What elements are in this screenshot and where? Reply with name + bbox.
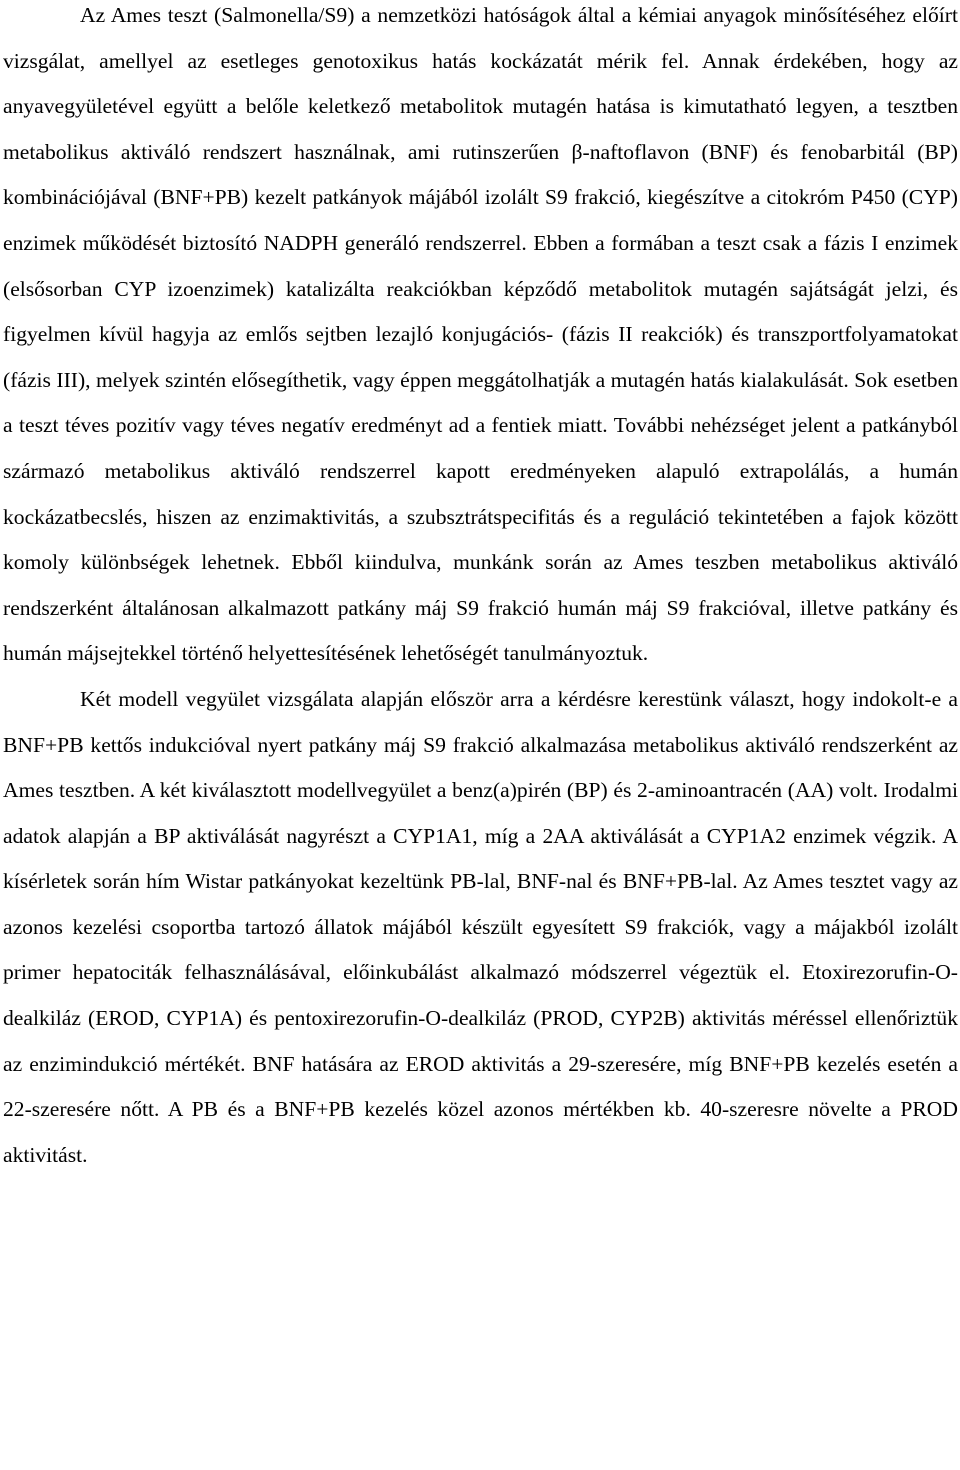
paragraph-ames-test-intro: Az Ames teszt (Salmonella/S9) a nemzetközi hatóságok által a kémiai anyagok minősítéséhez előírt vizsgálat, amellyel az esetleges genotoxikus hatás kockázatát mérik fel. Annak érdekében, hogy az anyavegyületével együtt a belőle keletkező metabolitok mutagén hatása is kimutatható legyen, a tesztben metabolikus aktiváló rendszert használnak, ami rutinszerűen β-naftoflavon (BNF) és fenobarbitál (BP) kombinációjával (BNF+PB) kezelt patkányok májából izolált S9 frakció, kiegészítve a citokróm P450 (CYP) enzimek működését biztosító NADPH generáló rendszerrel. Ebben a formában a teszt csak a fázis I enzimek (elsősorban CYP izoenzimek) katalizálta reakciókban képződő metabolitok mutagén sajátságát jelzi, és figyelmen kívül hagyja az emlős sejtben lezajló konjugációs- (fázis II reakciók) és transzportfolyamatokat (fázis III), melyek szintén elősegíthetik, vagy éppen meggátolhatják a mutagén hatás kialakulását. Sok esetben a teszt téves pozitív vagy téves negatív eredményt ad a fentiek miatt. További nehézséget jelent a patkányból származó metabolikus aktiváló rendszerrel kapott eredményeken alapuló extrapolálás, a humán kockázatbecslés, hiszen az enzimaktivitás, a szubsztrátspecifitás és a reguláció tekintetében a fajok között komoly különbségek lehetnek. Ebből kiindulva, munkánk során az Ames teszben metabolikus aktiváló rendszerként általánosan alkalmazott patkány máj S9 frakció humán máj S9 frakcióval, illetve patkány és humán májsejtekkel történő helyettesítésének lehetőségét tanulmányoztuk. [3,3,958,666]
paragraph-model-compounds: Két modell vegyület vizsgálata alapján először arra a kérdésre kerestünk választ, hogy indokolt-e a BNF+PB kettős indukcióval nyert patkány máj S9 frakció alkalmazása metabolikus aktiváló rendszerként az Ames tesztben. A két kiválasztott modellvegyület a benz(a)pirén (BP) és 2-aminoantracén (AA) volt. Irodalmi adatok alapján a BP aktiválását nagyrészt a CYP1A1, míg a 2AA aktiválását a CYP1A2 enzimek végzik. A kísérletek során hím Wistar patkányokat kezeltünk PB-lal, BNF-nal és BNF+PB-lal. Az Ames tesztet vagy az azonos kezelési csoportba tartozó állatok májából készült egyesített S9 frakciók, vagy a májakból izolált primer hepatociták felhasználásával, előinkubálást alkalmazó módszerrel végeztük el. Etoxirezorufin-O-dealkiláz (EROD, CYP1A) és pentoxirezorufin-O-dealkiláz (PROD, CYP2B) aktivitás méréssel ellenőriztük az enzimindukció mértékét. BNF hatására az EROD aktivitás a 29-szeresére, míg BNF+PB kezelés esetén a 22-szeresére nőtt. A PB és a BNF+PB kezelés közel azonos mértékben kb. 40-szeresre növelte a PROD aktivitást. [3,686,958,1167]
